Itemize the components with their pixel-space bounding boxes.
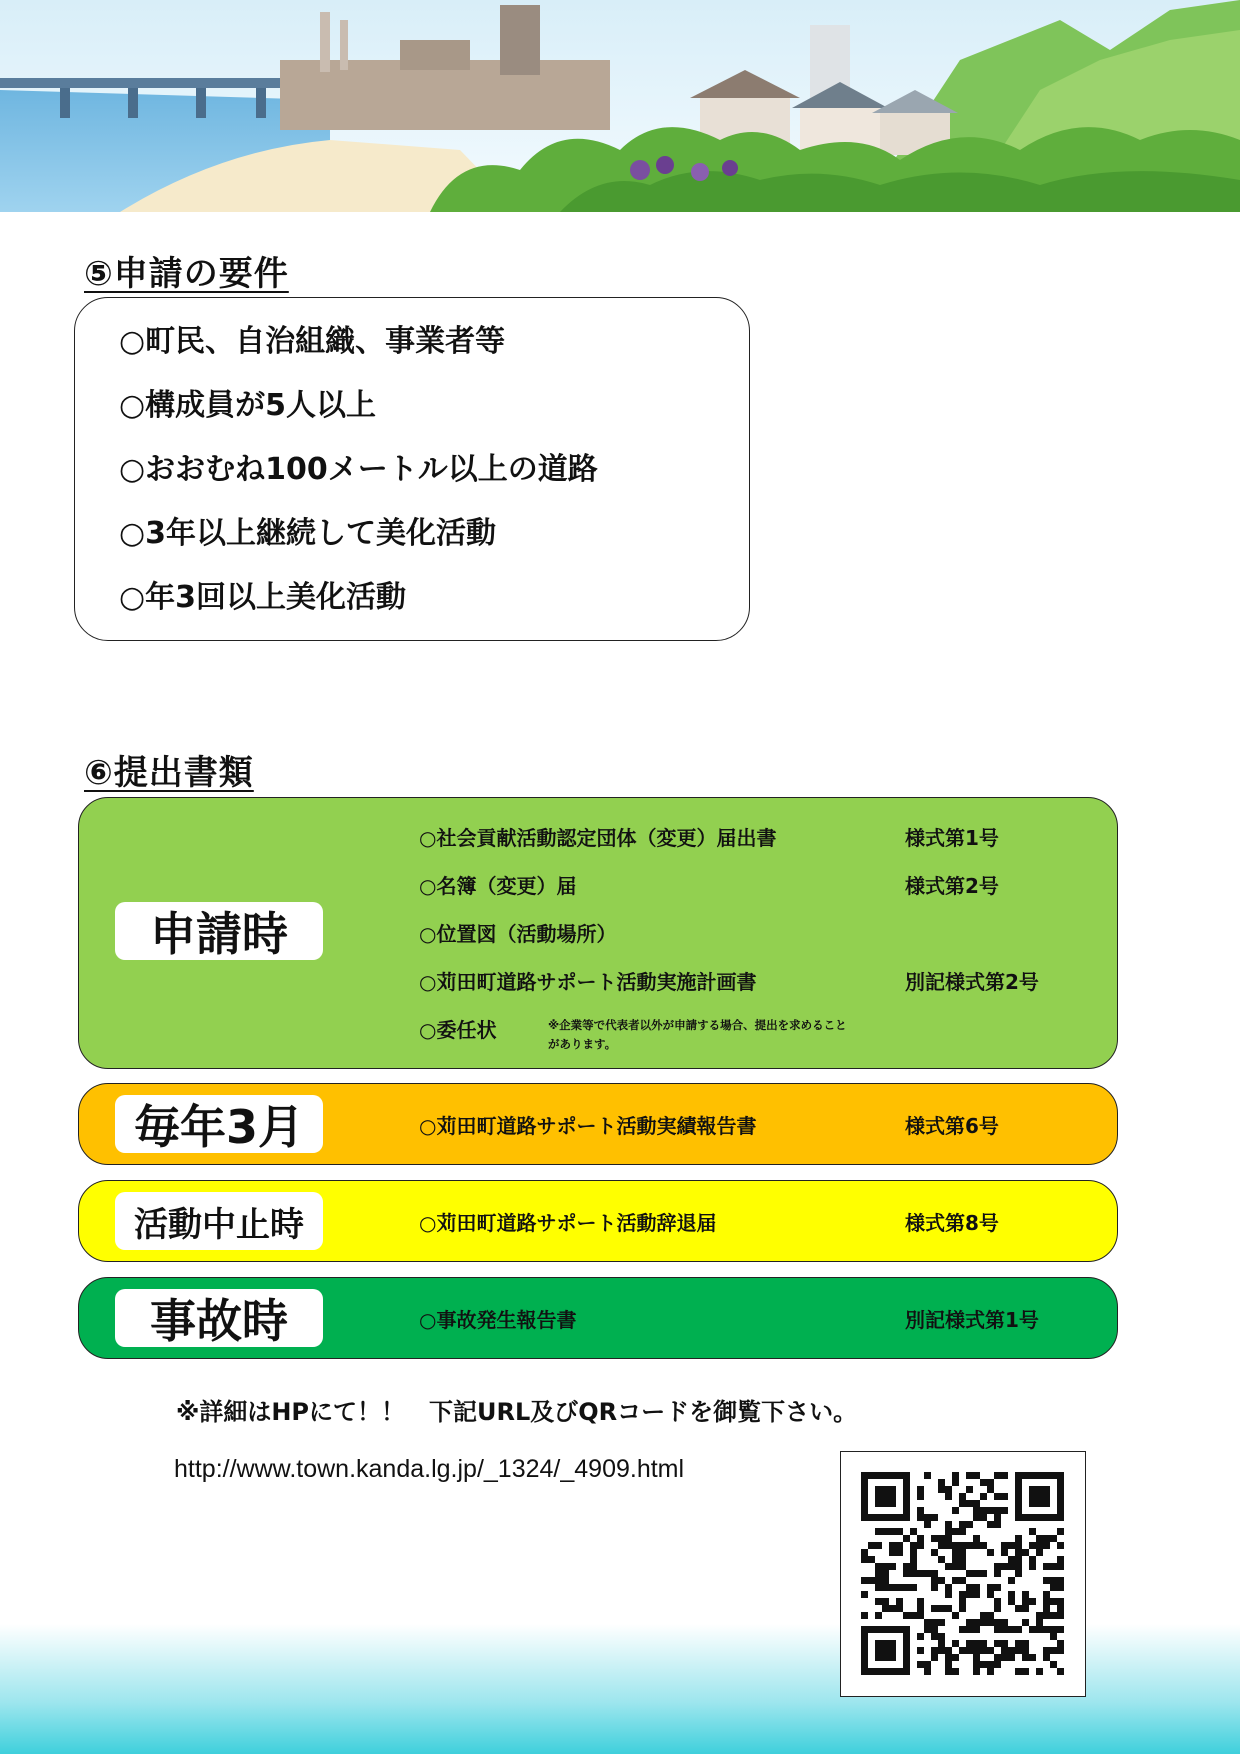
- requirement-item: ○年3回以上美化活動: [119, 580, 407, 615]
- form-number: 様式第6号: [905, 1114, 999, 1138]
- form-number: 様式第2号: [905, 874, 999, 898]
- tag-activity-stop: 活動中止時: [115, 1192, 323, 1250]
- doc-name: ○苅田町道路サポート活動実績報告書: [419, 1114, 757, 1138]
- doc-name: ○位置図（活動場所）: [419, 922, 617, 946]
- requirement-item: ○3年以上継続して美化活動: [119, 516, 497, 551]
- requirement-item: ○おおむね100メートル以上の道路: [119, 452, 598, 487]
- requirement-item: ○構成員が5人以上: [119, 388, 377, 423]
- requirements-heading: ⑤申請の要件: [84, 254, 289, 294]
- tag-application: 申請時: [115, 902, 323, 960]
- doc-name: ○事故発生報告書: [419, 1308, 577, 1332]
- form-number: 別記様式第1号: [905, 1308, 1039, 1332]
- doc-name: ○名簿（変更）届: [419, 874, 577, 898]
- homepage-url-link[interactable]: http://www.town.kanda.lg.jp/_1324/_4909.html: [174, 1455, 685, 1483]
- documents-heading: ⑥提出書類: [84, 753, 254, 793]
- header-banner-illustration: [0, 0, 1240, 212]
- proxy-note: ※企業等で代表者以外が申請する場合、提出を求めることがあります。: [548, 1018, 847, 1051]
- requirements-box: [74, 297, 750, 641]
- requirement-item: ○町民、自治組織、事業者等: [119, 324, 506, 359]
- band-annual-march: [78, 1083, 1118, 1165]
- tag-annual-march: 毎年3月: [115, 1095, 323, 1153]
- doc-name: ○苅田町道路サポート活動実施計画書: [419, 970, 757, 994]
- form-number: 様式第8号: [905, 1211, 999, 1235]
- qr-code-image: [841, 1452, 1085, 1696]
- form-number: 様式第1号: [905, 826, 999, 850]
- band-accident: [78, 1277, 1118, 1359]
- doc-name: ○苅田町道路サポート活動辞退届: [419, 1211, 717, 1235]
- band-activity-stop: [78, 1180, 1118, 1262]
- form-number: 別記様式第2号: [905, 970, 1039, 994]
- doc-name: ○社会貢献活動認定団体（変更）届出書: [419, 826, 777, 850]
- doc-name: ○委任状: [419, 1018, 497, 1042]
- tag-accident: 事故時: [115, 1289, 323, 1347]
- hp-note: ※詳細はHPにて！！ 下記URL及びQRコードを御覧下さい。: [176, 1398, 858, 1426]
- qr-code[interactable]: [840, 1451, 1086, 1697]
